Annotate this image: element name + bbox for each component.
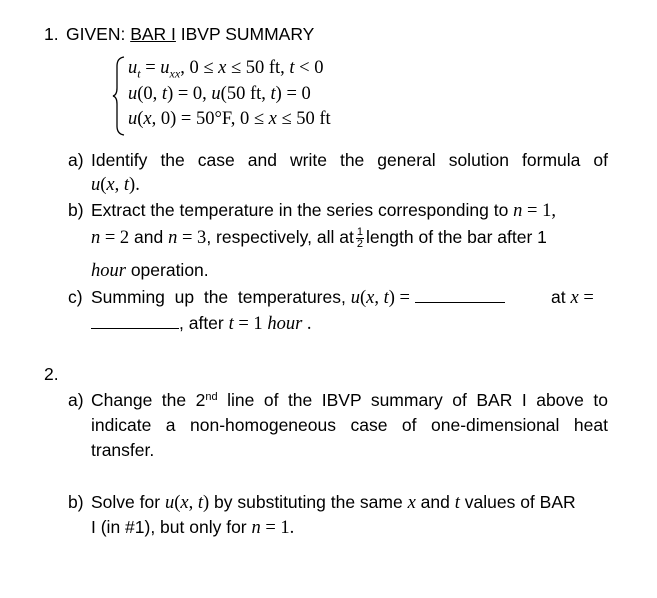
q2b-line-1: Solve for u(x, t) by substituting the same x and t values of BAR [91, 492, 576, 513]
q2a-line-2: indicate a non-homogeneous case of one-dimensional heat [91, 415, 608, 435]
q1c-line-2: , after t = 1 hour . [91, 313, 312, 335]
q2a-line-1: Change the 2nd line of the IBVP summary of BAR I above to [91, 390, 608, 410]
answer-blank-2[interactable] [91, 327, 179, 329]
title-suffix: IBVP SUMMARY [175, 24, 315, 44]
title-prefix: GIVEN: [66, 24, 131, 44]
q1c-line-1-end: at x = [551, 287, 594, 308]
q1a-line-1: Identify the case and write the general solution formula of [91, 150, 608, 170]
fraction-one-half: $\frac{1}{2}$ [356, 226, 363, 250]
q1c-label: c) [68, 287, 83, 307]
title-underlined: BAR I [130, 24, 176, 44]
question-1-number: 1. [44, 24, 59, 44]
q2b-line-2: I (in #1), but only for n = 1. [91, 517, 295, 538]
q2a-line-3: transfer. [91, 440, 155, 460]
ibvp-equation-1: $u_t = u_{xx}$, 0 ≤ x ≤ 50 ft, t < 0 [128, 58, 324, 81]
q1b-line-1: Extract the temperature in the series corresponding to n = 1, [91, 200, 556, 221]
question-2-number: 2. [44, 364, 59, 384]
q2b-label: b) [68, 492, 84, 512]
q1b-line-3: hour operation. [91, 260, 209, 281]
q1a-label: a) [68, 150, 84, 170]
ibvp-equation-3: u(x, 0) = 50°F, 0 ≤ x ≤ 50 ft [128, 109, 331, 129]
q2a-label: a) [68, 390, 84, 410]
question-1-title [66, 24, 314, 45]
q1c-line-1: Summing up the temperatures, u(x, t) = [91, 287, 505, 309]
q1a-line-2: u(x, t). [91, 175, 140, 195]
ibvp-equation-2: u(0, t) = 0, u(50 ft, t) = 0 [128, 84, 311, 104]
q1b-line-2: n = 2 and n = 3, respectively, all at $\frac{1}{2}$ length of the bar after 1 [91, 226, 547, 250]
q1b-label: b) [68, 200, 84, 220]
left-brace-icon [112, 56, 126, 136]
answer-blank-1[interactable] [415, 301, 505, 303]
